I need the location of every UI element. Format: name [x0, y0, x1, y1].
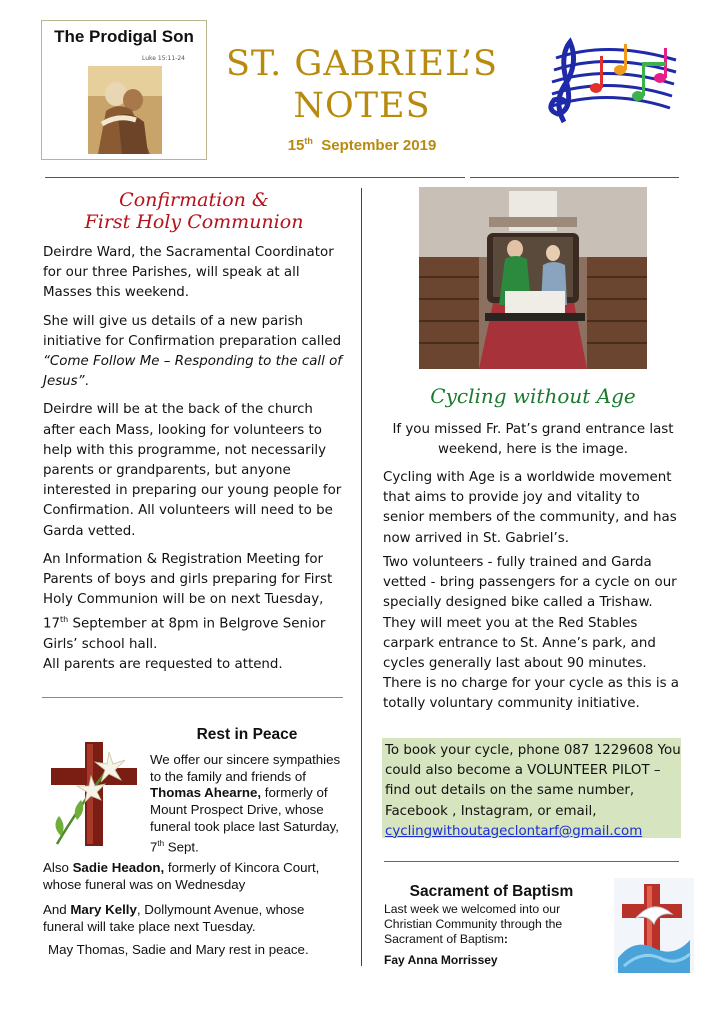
booking-text	[385, 741, 681, 842]
communion-meeting-paragraph: An Information & Registration Meeting for Parents of boys and girls preparing for First Holy Communion will be on next Tuesday, 17th September at 8pm in Belgrove Senior Girls’ school hall. All parents are requested to attend.	[43, 551, 333, 673]
rest-in-peace-heading: Rest in Peace	[196, 726, 298, 743]
baptism-name: Fay Anna Morrissey	[384, 953, 498, 967]
confirmation-paragraph: She will give us details of a new parish initiative for Confirmation preparation called “Come Follow Me – Responding to the call of Jesus”.	[43, 313, 343, 390]
cycling-paragraph: Two volunteers - fully trained and Garda vetted - bring passengers for a cycle on our specially designed bike called a Trishaw. They will meet you at the Red Stables carpark entrance to St. Anne’s park, and cycles generally last about 90 minutes. There is no charge for your cycle as this is a totally voluntary community initiative.	[383, 555, 680, 712]
confirmation-heading	[44, 189, 344, 233]
issue-date: 15th September 2019	[287, 136, 437, 154]
trishaw-photo	[419, 187, 647, 369]
booking-details: To book your cycle, phone 087 1229608 You could also become a VOLUNTEER PILOT – find out details on the same number, Facebook , Instagram, or email,	[385, 743, 681, 819]
baptism-cross-icon	[614, 878, 694, 973]
header-divider	[45, 177, 465, 178]
logo-title: The Prodigal Son	[54, 27, 194, 46]
column-divider	[361, 188, 362, 966]
confirmation-heading-line1: Confirmation &	[119, 189, 269, 211]
music-notes-icon	[538, 30, 682, 138]
confirmation-paragraph: Deirdre will be at the back of the church after each Mass, looking for volunteers to help with this programme, not necessarily parents or grandparents, but anyone interested in preparing our young people for Confirmation. All volunteers will need to be Garda vetted.	[43, 402, 342, 539]
prodigal-son-logo	[41, 20, 207, 160]
cross-lily-icon	[47, 740, 142, 848]
logo-reference: Luke 15:11-24	[142, 55, 185, 62]
confirmation-paragraph: Deirdre Ward, the Sacramental Coordinator for our three Parishes, will speak at all Masses this weekend.	[43, 245, 334, 301]
baptism-heading: Sacrament of Baptism	[409, 883, 574, 900]
baptism-text: Last week we welcomed into our Christian Community through the Sacrament of Baptism:	[384, 902, 563, 947]
section-divider	[42, 697, 343, 698]
rip-paragraph-thomas: We offer our sincere sympathies to the family and friends of Thomas Ahearne, formerly of Mount Prospect Drive, whose funeral took place last Saturday, 7th Sept.	[150, 752, 341, 854]
cycling-heading: Cycling without Age	[430, 384, 636, 408]
newsletter-title-line1: ST. GABRIEL’S	[225, 44, 499, 84]
prodigal-son-image	[88, 66, 162, 154]
rip-closing-line: May Thomas, Sadie and Mary rest in peace.	[48, 942, 309, 957]
cycling-paragraph: Cycling with Age is a worldwide movement that aims to provide joy and vitality to senior members of the community, and has now arrived in St. Gabriel’s.	[383, 470, 677, 546]
newsletter-title-line2: NOTES	[293, 86, 431, 126]
rip-paragraph-sadie: Also Sadie Headon, formerly of Kincora Court, whose funeral was on Wednesday	[43, 860, 320, 892]
email-link[interactable]: cyclingwithoutageclontarf@gmail.com	[385, 823, 643, 839]
confirmation-heading-line2: First Holy Communion	[84, 211, 304, 233]
cycling-intro: If you missed Fr. Pat’s grand entrance last weekend, here is the image.	[392, 422, 674, 458]
header-divider-right	[470, 177, 679, 178]
section-divider	[384, 861, 679, 862]
confirmation-article	[43, 243, 348, 684]
rip-paragraph-mary: And Mary Kelly, Dollymount Avenue, whose funeral will take place next Tuesday.	[43, 902, 305, 934]
